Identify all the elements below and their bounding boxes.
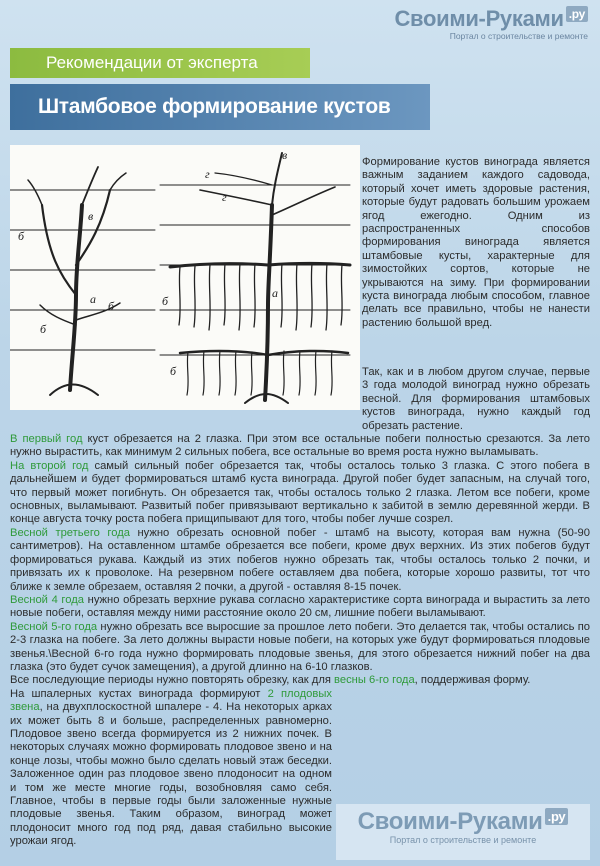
year1-paragraph (10, 433, 590, 460)
year5-label: Весной 5-го года (10, 620, 98, 633)
watermark-domain-badge: .ру (545, 808, 569, 825)
trellis-post: , на двухплоскостной шпалере - 4. На некоторых арках их может быть 8 и больше, распределенных равномерно. Плодовое звено всегда формируется из 2 нижних почек. В некоторых случаях можно формировать плодовое звено и на конце лозы, чтобы можно было сделать новый этаж беседки. Заложенное один раз плодовое звено плодоносит на одном и том же месте многие годы, возобновляя само себя. Главное, чтобы в первые годы были заложенные нужные плодовые звенья. Таким образом, виноград может плодоносит много год под ряд, давая стабильно высокие урожаи ягод. (10, 701, 332, 848)
year3-paragraph (10, 527, 590, 594)
year1-text: куст обрезается на 2 глазка. При этом все остальные побеги полностью срезаются. За лето нужно вырастить, как минимум 2 сильных побега, все остальные во время роста нужно выламывать. (10, 433, 590, 459)
year4-text: нужно обрезать верхние рукава согласно характеристике сорта винограда и вырастить за лето новые побеги, оставляя между ними расстояние около 20 см, лишние побеги выламывают. (10, 593, 590, 620)
later-pre: Все последующие периоды нужно повторять обрезку, как для (10, 674, 335, 687)
label-g-right-1: г (205, 167, 210, 181)
year3-text: нужно обрезать основной побег - штамб на высоту, которая вам нужна (50-90 сантиметров). На оставленном штамбе обрезается все побеги, кроме двух верхних. Из этих побегов будут формироваться рукава. Каждый из этих побегов нужно обрезать так, чтобы осталось только 2 почки, и привязать их к проволоке. На резервном побеге оставляем два побега, которые хорошо развиты, тот что ближе к земле обрезаем, оставляя 2 почки, а другой - оставляя 8-15 почек. (10, 526, 590, 593)
label-b-left-3: б (40, 322, 47, 336)
article-title: Штамбовое формирование кустов (10, 84, 430, 130)
watermark-logo[interactable] (336, 804, 590, 860)
year2-paragraph (10, 460, 590, 527)
trellis-highlight: 2 плодовых звена (10, 687, 332, 714)
logo-tagline: Портал о строительстве и ремонте (449, 31, 588, 41)
year3-label: Весной третьего года (10, 526, 130, 539)
site-logo[interactable] (394, 6, 588, 41)
later-highlight: весны 6-го года (334, 674, 415, 687)
trellis-pre: На шпалерных кустах винограда формируют (10, 687, 268, 700)
trellis-paragraph (10, 688, 332, 849)
year4-paragraph (10, 594, 590, 621)
year1-label: В первый год (10, 433, 83, 446)
article-body (10, 366, 590, 849)
label-v-right: в (282, 148, 288, 162)
intro2-paragraph: Так, как и в любом другом случае, первые 3 года молодой виноград нужно обрезать весной. Для формирования штамбовых кустов винограда, нужно каждый год обрезать растение. (362, 366, 590, 432)
later-post: , поддерживая форму. (414, 674, 531, 687)
label-b-right-2: б (170, 364, 177, 378)
logo-domain-badge: .ру (566, 6, 588, 22)
label-a-left: а (90, 292, 96, 306)
year2-label: На второй год (10, 459, 89, 472)
intro-paragraph: Формирование кустов винограда является важным заданием каждого садовода, который хочет иметь здоровые растения, которые будут радовать большим урожаем ягод ежегодно. Одним из распространенных способов формирования винограда является штамбовые кусты, характерные для зимостойких сортов, которые не укрываются на зиму. При формировании куста винограда любым способом, главное делать все правильно, чтобы не нанести растению большой вред. (362, 156, 590, 329)
label-v-left: в (88, 209, 94, 223)
label-b-left-2: б (108, 299, 115, 313)
label-b-right-1: б (162, 294, 169, 308)
later-years-paragraph (10, 674, 590, 687)
label-a-right: а (272, 286, 278, 300)
year4-label: Весной 4 года (10, 593, 84, 606)
year5-text: нужно обрезать все выросшие за прошлое лето побеги. Это делается так, чтобы остались по 2-3 глазка на побеге. За лето должны вырасти новые побеги, на которых уже будут формироваться плодовые звенья.\Весной 6-го года нужно формировать плодовые звенья, для этого обрезается нижний побег на два глазка (это будет сучок замещения), а другой длинно на 6-10 глазков. (10, 620, 590, 673)
year5-paragraph (10, 621, 590, 675)
intro-column (362, 156, 590, 330)
label-b-left-1: б (18, 229, 25, 243)
watermark-tagline: Портал о строительстве и ремонте (389, 835, 537, 845)
label-g-right-2: г (222, 190, 227, 204)
expert-banner: Рекомендации от эксперта (10, 48, 310, 78)
watermark-brand-text: Своими-Руками (357, 808, 543, 835)
year2-text: самый сильный побег обрезается так, чтобы осталось только 3 глазка. С этого побега в дальнейшем и будет формироваться штамб куста винограда. Другой побег будет запасным, на случай того, что первый может погибнуть. Он обрезается так, чтобы осталось только 2 глазка. Летом все побеги, кроме основных, выламывают. Развитый побег привязывают вертикально к забитой в землю деревянной жерди. В конце августа точку роста побега прищипывают для того, чтобы побег лучше созрел. (10, 459, 590, 526)
logo-brand-text: Своими-Руками (394, 6, 564, 31)
